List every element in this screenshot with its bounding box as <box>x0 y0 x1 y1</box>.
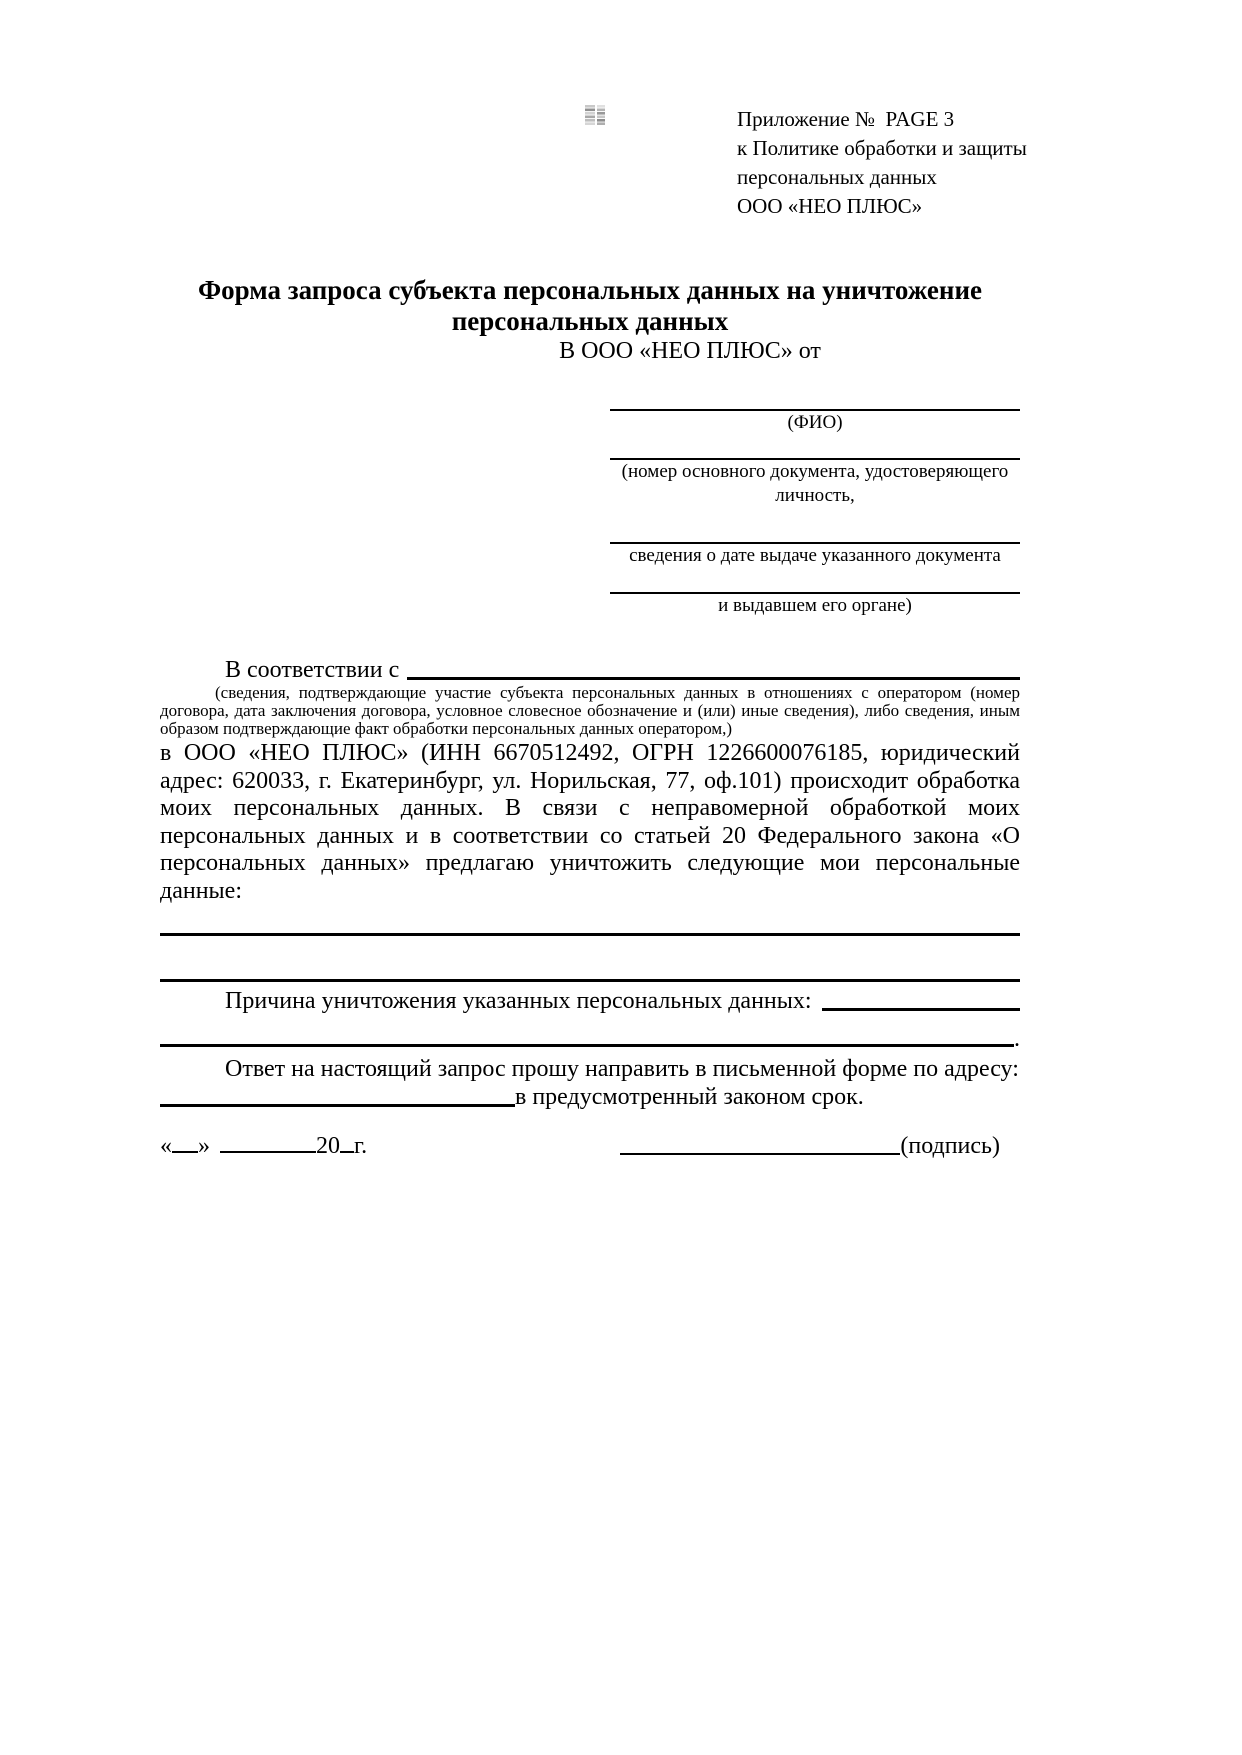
body-paragraph: в ООО «НЕО ПЛЮС» (ИНН 6670512492, ОГРН 1226600076185, юридический адрес: 620033, г. Екатеринбург, ул. Норильская, 77, оф.101) происходит обработка моих персональных данных. В связи с неправомерной обработкой моих персональных данных и в соответствии со статьей 20 Федерального закона «О персональных данных» предлагаю уничтожить следующие мои персональные данные: <box>160 740 1020 904</box>
field-fio <box>610 409 1020 435</box>
appendix-header <box>160 105 1027 221</box>
issuing-authority-caption: и выдавшем его органе) <box>718 595 912 616</box>
appendix-text-block <box>737 105 1027 221</box>
period-mark: . <box>1014 1026 1020 1052</box>
year-prefix: 20 <box>316 1133 340 1159</box>
accordance-row <box>160 656 1020 684</box>
signature-blank-line <box>620 1153 900 1155</box>
open-quote: « <box>160 1133 172 1159</box>
term-text: в предусмотренный законом срок. <box>515 1084 864 1110</box>
reason-label: Причина уничтожения указанных персональных данных: <box>225 988 812 1014</box>
field-issue-date <box>610 542 1020 568</box>
fio-caption: (ФИО) <box>787 412 843 433</box>
month-blank-line <box>220 1131 316 1153</box>
page-title: Форма запроса субъекта персональных данных на уничтожение персональных данных <box>197 275 983 336</box>
reason-row <box>160 987 1020 1015</box>
reason-blank-line <box>822 1008 1020 1011</box>
appendix-line: персональных данных <box>737 165 937 189</box>
date-signature-row <box>160 1131 1020 1160</box>
signature-field <box>620 1132 1000 1160</box>
reason-continuation-row <box>160 1025 1020 1053</box>
document-number-caption: (номер основного документа, удостоверяющего личность, <box>621 461 1009 506</box>
issue-date-caption: сведения о дате выдаче указанного документа <box>629 545 1001 566</box>
applicant-fields <box>610 409 1020 618</box>
accordance-blank-line <box>407 677 1020 680</box>
answer-request-line: Ответ на настоящий запрос прошу направить в письменной форме по адресу: <box>225 1056 1019 1082</box>
close-quote: » <box>198 1133 210 1159</box>
day-blank-line <box>172 1131 198 1153</box>
reason-blank-line-2 <box>160 1044 1014 1047</box>
appendix-line: Приложение № PAGE 3 <box>737 107 955 131</box>
address-blank-line <box>160 1104 515 1107</box>
year-blank-line <box>340 1131 354 1153</box>
signature-caption: (подпись) <box>900 1133 1000 1159</box>
accordance-fineprint: (сведения, подтверждающие участие субъекта персональных данных в отношениях с оператором (номер договора, дата заключения договора, условное словесное обозначение и (или) иные сведения), либо сведения, иным образом подтверждающие факт обработки персональных данных оператором,) <box>160 683 1020 738</box>
field-issuing-authority <box>610 592 1020 618</box>
data-blank-line-2 <box>160 979 1020 982</box>
year-era: г. <box>354 1133 368 1159</box>
corrupted-image-artifact-icon <box>585 105 607 125</box>
addressee-line: В ООО «НЕО ПЛЮС» от <box>559 338 821 364</box>
data-blank-line-1 <box>160 933 1020 936</box>
address-term-row <box>160 1083 1020 1111</box>
date-field <box>160 1131 367 1160</box>
appendix-line: к Политике обработки и защиты <box>737 136 1027 160</box>
appendix-line: ООО «НЕО ПЛЮС» <box>737 194 923 218</box>
accordance-label: В соответствии с <box>225 657 400 683</box>
field-document-number <box>610 458 1020 508</box>
